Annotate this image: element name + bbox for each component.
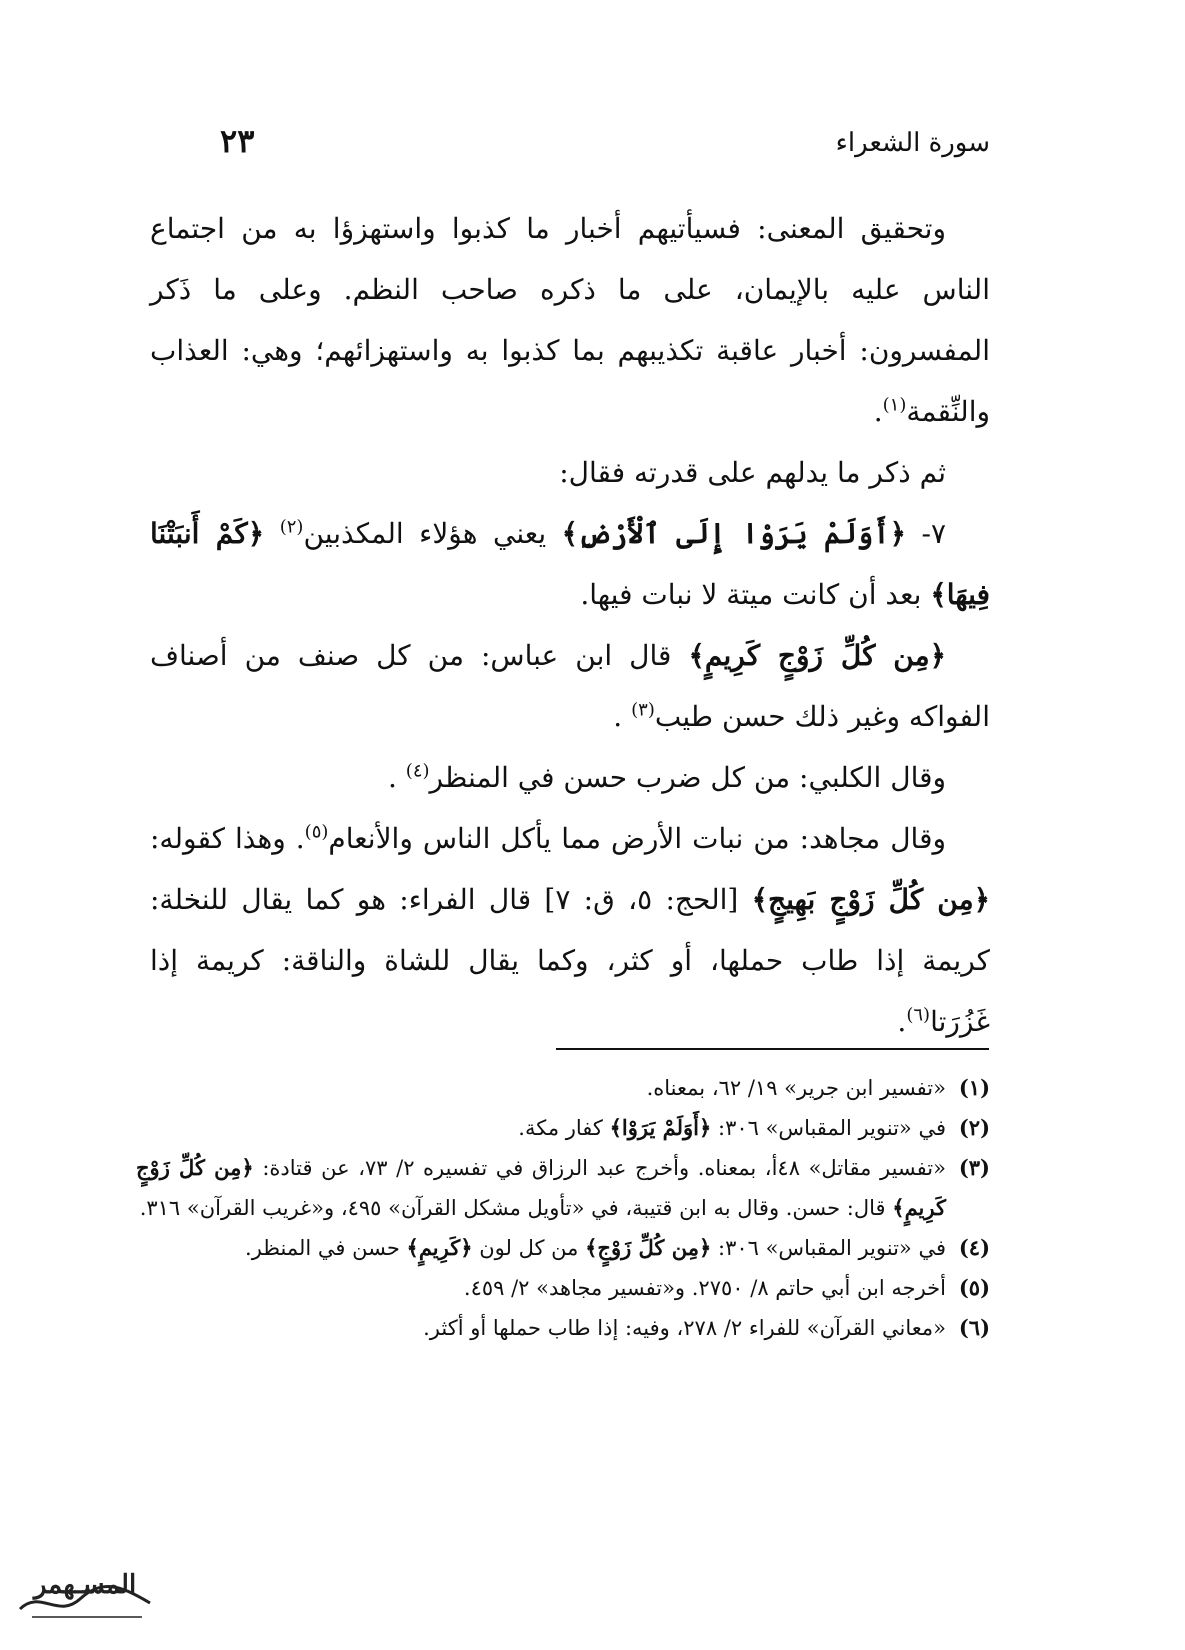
footnote-number: (٦) [958,1315,990,1340]
quran-quote: ﴿مِن كُلِّ زَوْجٍ كَرِيمٍ﴾ [688,639,947,672]
footnotes [136,1068,990,1348]
footnote-number: (٢) [958,1115,990,1140]
quran-quote: ﴿أَوَلَمْ يَرَوْا﴾ [609,1115,712,1140]
quran-quote: ﴿كَمْ أَنبَتْنَا فِيهَا﴾ [150,517,990,611]
paragraph: ﴿مِن كُلِّ زَوْجٍ كَرِيمٍ﴾ قال ابن عباس: من كل صنف من أصناف الفواكه وغير ذلك حسن طيب$^{(٣)}$ . [150,639,990,733]
paragraph: ثم ذكر ما يدلهم على قدرته فقال: [559,456,946,489]
main-text [150,198,990,1052]
footnote-ref: (٢) [279,516,304,538]
footnote-ref: (٤) [405,760,430,782]
footnote: (٤)في «تنوير المقباس» ٣٠٦: ﴿مِن كُلِّ زَوْجٍ﴾ من كل لون ﴿كَرِيمٍ﴾ حسن في المنظر. [136,1228,990,1268]
page-number: ٢٣ [220,122,255,160]
publisher-logo [10,1557,160,1627]
paragraph: وقال الكلبي: من كل ضرب حسن في المنظر$^{(٤)}$ . [387,760,946,794]
quran-quote: ﴿مِن كُلِّ زَوْجٍ بَهِيجٍ﴾ [751,883,991,916]
footnote-number: (٣) [958,1155,990,1180]
logo-text: المسـهمر [33,1570,137,1600]
footnote-ref: (٣) [631,699,655,721]
footnote-ref: (٦) [906,1004,931,1026]
footnote: (١)«تفسير ابن جرير» ١٩/ ٦٢، بمعناه. [136,1068,990,1108]
surah-title: سورة الشعراء [835,128,990,158]
paragraph: وقال مجاهد: من نبات الأرض مما يأكل الناس والأنعام$^{(٥)}$. وهذا كقوله: ﴿مِن كُلِّ زَوْجٍ بَهِيجٍ﴾ [الحج: ٥، ق: ٧] قال الفراء: هو كما يقال للنخلة: كريمة إذا طاب حملها، أو كثر، وكما يقال للشاة والناقة: كريمة إذا غَزُرَتا$^{(٦)}$. [150,821,991,1038]
footnote: (٣)«تفسير مقاتل» ٤٨أ، بمعناه. وأخرج عبد الرزاق في تفسيره ٢/ ٧٣، عن قتادة: ﴿مِن كُلِّ زَوْجٍ كَرِيمٍ﴾ قال: حسن. وقال به ابن قتيبة، في «تأويل مشكل القرآن» ٤٩٥، و«غريب القرآن» ٣١٦. [136,1148,990,1228]
quran-quote: ﴿أَوَلَمْ يَرَوْا إِلَى ٱلْأَرْضِ﴾ [561,517,907,550]
paragraph: وتحقيق المعنى: فسيأتيهم أخبار ما كذبوا واستهزؤا به من اجتماع الناس عليه بالإيمان، على ما ذكره صاحب النظم. وعلى ما ذَكر المفسرون: أخبار عاقبة تكذيبهم بما كذبوا به واستهزائهم؛ وهي: العذاب والنِّقمة$^{(١)}$. [150,212,990,428]
footnote-number: (٤) [958,1235,990,1260]
footnote-divider [556,1048,989,1050]
footnote: (٥)أخرجه ابن أبي حاتم ٨/ ٢٧٥٠. و«تفسير مجاهد» ٢/ ٤٥٩. [136,1268,990,1308]
footnote: (٢)في «تنوير المقباس» ٣٠٦: ﴿أَوَلَمْ يَرَوْا﴾ كفار مكة. [136,1108,990,1148]
quran-quote: ﴿كَرِيمٍ﴾ [406,1235,473,1260]
verse-paragraph: ٧- ﴿أَوَلَمْ يَرَوْا إِلَى ٱلْأَرْضِ﴾ يعني هؤلاء المكذبين$^{(٢)}$ ﴿كَمْ أَنبَتْنَا فِيهَا﴾ بعد أن كانت ميتة لا نبات فيها. [150,516,990,611]
footnote-ref: (٥) [304,821,329,843]
quran-quote: ﴿مِن كُلِّ زَوْجٍ﴾ [585,1235,712,1260]
verse-number: ٧- [921,517,947,550]
page-header [200,122,990,174]
footnote-number: (١) [958,1075,990,1100]
footnote-number: (٥) [958,1275,990,1300]
footnote-ref: (١) [882,394,907,416]
quran-quote: ﴿مِن كُلِّ زَوْجٍ كَرِيمٍ﴾ [136,1155,946,1220]
footnote: (٦)«معاني القرآن» للفراء ٢/ ٢٧٨، وفيه: إذا طاب حملها أو أكثر. [136,1308,990,1348]
